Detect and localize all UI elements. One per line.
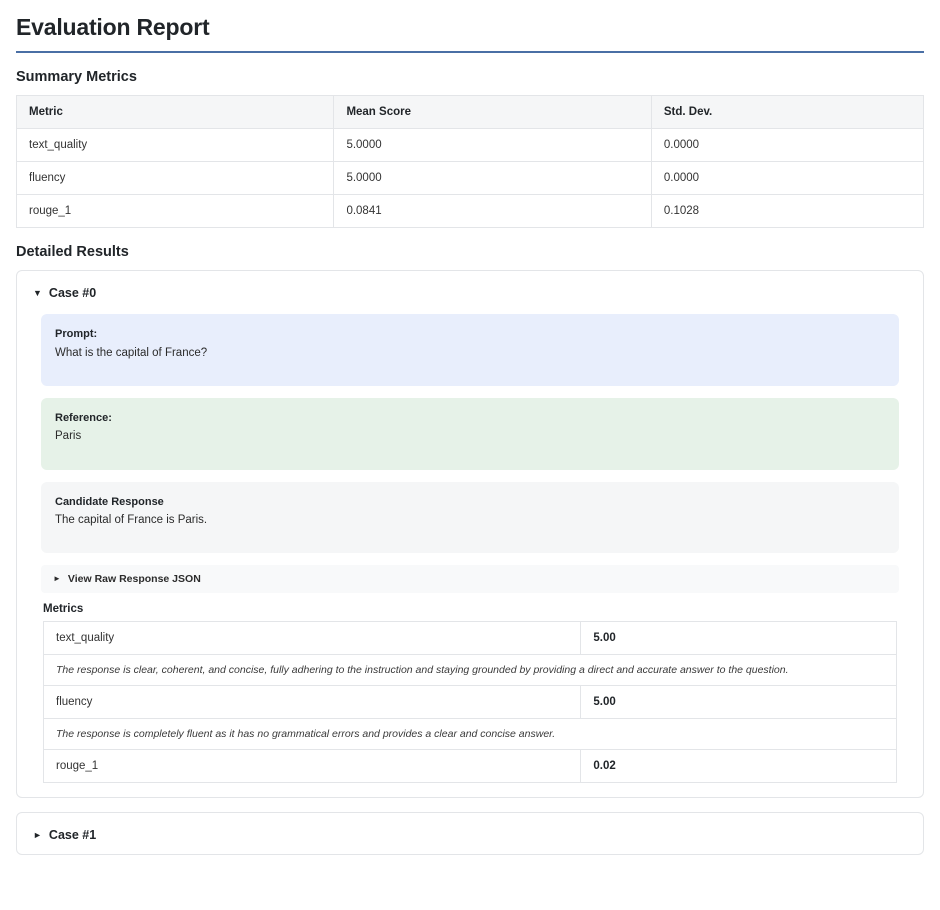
page-title: Evaluation Report bbox=[16, 14, 924, 53]
view-raw-response-json-label: View Raw Response JSON bbox=[67, 573, 201, 586]
summary-metric-std: 0.0000 bbox=[651, 162, 923, 195]
triangle-right-icon: ► bbox=[33, 830, 42, 841]
triangle-right-icon: ► bbox=[53, 574, 61, 584]
case-title: Case #0 bbox=[48, 286, 97, 300]
metric-name: rouge_1 bbox=[44, 750, 581, 783]
column-header-std-dev: Std. Dev. bbox=[651, 96, 923, 129]
table-header-row bbox=[17, 96, 924, 129]
metric-score: 5.00 bbox=[581, 686, 897, 719]
candidate-response-panel bbox=[41, 482, 899, 554]
metric-name: fluency bbox=[44, 686, 581, 719]
prompt-label: Prompt: bbox=[55, 328, 98, 340]
candidate-response-label: Candidate Response bbox=[55, 495, 164, 508]
summary-metric-name: fluency bbox=[17, 162, 334, 195]
candidate-response-text: The capital of France is Paris. bbox=[55, 514, 208, 526]
case-card-0 bbox=[16, 270, 924, 798]
table-row bbox=[17, 162, 924, 195]
table-row bbox=[17, 129, 924, 162]
prompt-panel bbox=[41, 314, 899, 386]
metric-explanation: The response is completely fluent as it has no grammatical errors and provides a clear and concise answer. bbox=[44, 719, 897, 750]
reference-label: Reference: bbox=[55, 411, 112, 424]
column-header-metric: Metric bbox=[17, 96, 334, 129]
case-toggle-1[interactable] bbox=[31, 825, 909, 842]
summary-metric-name: rouge_1 bbox=[17, 195, 334, 228]
view-raw-response-json-toggle[interactable] bbox=[41, 565, 899, 593]
case-toggle-0[interactable] bbox=[31, 283, 909, 308]
reference-panel bbox=[41, 398, 899, 470]
case-card-1 bbox=[16, 812, 924, 855]
summary-metric-std: 0.0000 bbox=[651, 129, 923, 162]
metric-explanation: The response is clear, coherent, and concise, fully adhering to the instruction and staying grounded by providing a direct and accurate answer to the question. bbox=[44, 655, 897, 686]
metrics-heading: Metrics bbox=[43, 603, 84, 616]
reference-text: Paris bbox=[55, 430, 82, 443]
summary-metric-std: 0.1028 bbox=[651, 195, 923, 228]
column-header-mean-score: Mean Score bbox=[334, 96, 651, 129]
summary-metric-name: text_quality bbox=[17, 129, 334, 162]
table-row bbox=[44, 622, 897, 655]
summary-metrics-table bbox=[16, 95, 924, 228]
detailed-results-heading: Detailed Results bbox=[16, 244, 129, 260]
summary-metric-mean: 5.0000 bbox=[334, 162, 651, 195]
summary-metrics-heading: Summary Metrics bbox=[16, 69, 137, 85]
metric-score: 0.02 bbox=[581, 750, 897, 783]
case-list bbox=[16, 270, 924, 855]
summary-metric-mean: 5.0000 bbox=[334, 129, 651, 162]
summary-metric-mean: 0.0841 bbox=[334, 195, 651, 228]
table-row bbox=[44, 719, 897, 750]
triangle-down-icon: ▼ bbox=[33, 287, 42, 298]
metric-score: 5.00 bbox=[581, 622, 897, 655]
evaluation-report-page bbox=[0, 14, 940, 855]
case-title: Case #1 bbox=[48, 828, 97, 843]
table-row bbox=[44, 686, 897, 719]
metric-name: text_quality bbox=[44, 622, 581, 655]
case-metrics-table bbox=[43, 621, 897, 783]
table-row bbox=[44, 655, 897, 686]
table-row bbox=[17, 195, 924, 228]
table-row bbox=[44, 750, 897, 783]
prompt-text: What is the capital of France? bbox=[55, 346, 208, 359]
